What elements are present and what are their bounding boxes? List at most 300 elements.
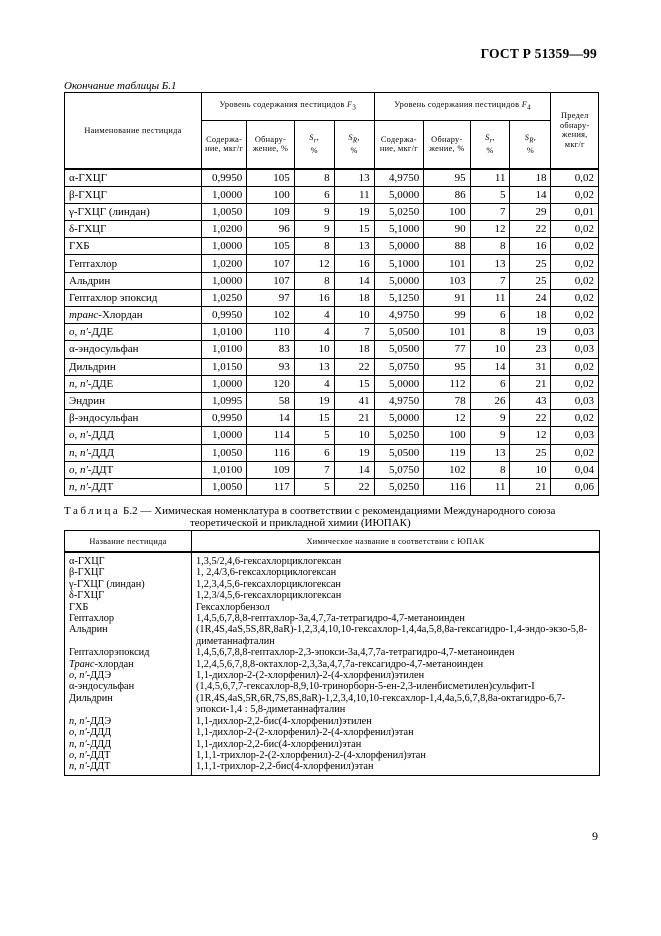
pesticide-name: α-ГХЦГ bbox=[69, 171, 108, 184]
row-name-cell bbox=[65, 659, 192, 670]
table-cell: 22 bbox=[334, 478, 374, 495]
table-cell: 22 bbox=[510, 410, 551, 427]
table-cell: 0,02 bbox=[551, 410, 599, 427]
table-row bbox=[65, 238, 599, 255]
table-cell: 11 bbox=[334, 186, 374, 203]
sub-sr-f4: $S_r$, % bbox=[470, 121, 510, 169]
table-cell: 1,0200 bbox=[201, 255, 246, 272]
row-name-cell bbox=[65, 693, 192, 716]
table-cell: 43 bbox=[510, 392, 551, 409]
table-cell: 22 bbox=[334, 358, 374, 375]
table-cell: 11 bbox=[470, 169, 510, 187]
table-row bbox=[65, 341, 599, 358]
table-row bbox=[65, 590, 600, 601]
pesticide-name-suffix: -ДДЭ bbox=[86, 670, 112, 682]
pesticide-name-prefix: п, п' bbox=[69, 446, 88, 459]
table-cell: 114 bbox=[247, 427, 294, 444]
table-cell: 16 bbox=[510, 238, 551, 255]
table-cell: 9 bbox=[294, 221, 334, 238]
row-name-cell bbox=[65, 579, 192, 590]
sub-content-f4: Содержа-ние, мкг/г bbox=[374, 121, 424, 169]
row-name-cell bbox=[65, 324, 202, 341]
table-cell: 4 bbox=[294, 324, 334, 341]
table-cell: 18 bbox=[510, 169, 551, 187]
table-row bbox=[65, 461, 599, 478]
pesticide-name-suffix: -ДДТ bbox=[87, 463, 114, 476]
table-cell: 16 bbox=[334, 255, 374, 272]
table-cell: 14 bbox=[510, 186, 551, 203]
table-cell: 13 bbox=[334, 238, 374, 255]
chemical-name-cell: 1,1-дихлор-2-(2-хлорфенил)-2-(4-хлорфенил)этан bbox=[192, 727, 600, 738]
sub-detect-f3: Обнару-жение, % bbox=[247, 121, 294, 169]
pesticide-name: δ-ГХЦГ bbox=[69, 590, 105, 602]
row-name-cell bbox=[65, 238, 202, 255]
table-row bbox=[65, 693, 600, 716]
pesticide-name: β-ГХЦГ bbox=[69, 188, 107, 201]
table-cell: 26 bbox=[470, 392, 510, 409]
row-name-cell bbox=[65, 169, 202, 187]
sub-sR-f4: $S_R$, % bbox=[510, 121, 551, 169]
table-cell: 100 bbox=[424, 427, 470, 444]
table-cell: 101 bbox=[424, 324, 470, 341]
table-cell: 1,0150 bbox=[201, 358, 246, 375]
table-cell: 1,0000 bbox=[201, 238, 246, 255]
row-name-cell bbox=[65, 761, 192, 775]
pesticide-name-suffix: -ДДТ bbox=[86, 749, 111, 761]
pesticide-name-prefix: п, п' bbox=[69, 480, 88, 493]
pesticide-name: α-эндосульфан bbox=[69, 343, 139, 356]
table-cell: 8 bbox=[470, 238, 510, 255]
table-cell: 5,0750 bbox=[374, 358, 424, 375]
table-cell: 5,0250 bbox=[374, 427, 424, 444]
table-cell: 18 bbox=[334, 341, 374, 358]
row-name-cell bbox=[65, 478, 202, 495]
row-name-cell bbox=[65, 255, 202, 272]
table-cell: 91 bbox=[424, 289, 470, 306]
table-cell: 23 bbox=[510, 341, 551, 358]
table-cell: 7 bbox=[294, 461, 334, 478]
sub-sr-f3: $S_r$, % bbox=[294, 121, 334, 169]
table-cell: 119 bbox=[424, 444, 470, 461]
table-cell: 5,0000 bbox=[374, 272, 424, 289]
pesticide-name-prefix: п, п' bbox=[69, 377, 88, 390]
table-cell: 109 bbox=[247, 203, 294, 220]
chemical-name-cell: 1,4,5,6,7,8,8-гептахлор-2,3-эпокси-3а,4,7,7а-тетрагидро-4,7-метаноинден bbox=[192, 647, 600, 658]
pesticide-name: β-эндосульфан bbox=[69, 412, 139, 425]
table-cell: 0,03 bbox=[551, 341, 599, 358]
row-name-cell bbox=[65, 716, 192, 727]
table-cell: 0,9950 bbox=[201, 307, 246, 324]
table-row bbox=[65, 444, 599, 461]
pesticide-name-suffix: -ДДТ bbox=[86, 761, 111, 773]
table2-number: Б.2 bbox=[123, 505, 138, 517]
table-row bbox=[65, 255, 599, 272]
table-cell: 5 bbox=[470, 186, 510, 203]
table-row bbox=[65, 579, 600, 590]
pesticide-name-suffix: -ДДД bbox=[87, 429, 115, 442]
table-cell: 14 bbox=[334, 461, 374, 478]
table-row bbox=[65, 739, 600, 750]
table-cell: 120 bbox=[247, 375, 294, 392]
table-cell: 4,9750 bbox=[374, 169, 424, 187]
table-cell: 0,9950 bbox=[201, 410, 246, 427]
f3-label: Уровень содержания пестицидов $F_3$ bbox=[219, 99, 357, 112]
table-cell: 1,0050 bbox=[201, 203, 246, 220]
row-name-cell bbox=[65, 392, 202, 409]
row-name-cell bbox=[65, 552, 192, 567]
table-cell: 0,06 bbox=[551, 478, 599, 495]
table-cell: 13 bbox=[470, 255, 510, 272]
table-cell: 6 bbox=[470, 307, 510, 324]
table-cell: 14 bbox=[334, 272, 374, 289]
table-cell: 5,1000 bbox=[374, 255, 424, 272]
table-cell: 1,0000 bbox=[201, 186, 246, 203]
table-row bbox=[65, 324, 599, 341]
pesticide-name-suffix: -ДДД bbox=[86, 727, 112, 739]
row-name-cell bbox=[65, 727, 192, 738]
table-cell: 18 bbox=[510, 307, 551, 324]
table-cell: 58 bbox=[247, 392, 294, 409]
row-name-cell bbox=[65, 590, 192, 601]
table-cell: 1,0100 bbox=[201, 341, 246, 358]
table-row bbox=[65, 203, 599, 220]
table-cell: 102 bbox=[247, 307, 294, 324]
row-name-cell bbox=[65, 670, 192, 681]
table-cell: 15 bbox=[334, 375, 374, 392]
table-cell: 78 bbox=[424, 392, 470, 409]
table-row bbox=[65, 375, 599, 392]
row-name-cell bbox=[65, 410, 202, 427]
table-cell: 0,03 bbox=[551, 324, 599, 341]
table-cell: 9 bbox=[294, 203, 334, 220]
table-cell: 112 bbox=[424, 375, 470, 392]
table-cell: 77 bbox=[424, 341, 470, 358]
table-cell: 6 bbox=[294, 186, 334, 203]
pesticide-name-prefix: п, п' bbox=[69, 761, 87, 773]
sub-sR-f3: $S_R$, % bbox=[334, 121, 374, 169]
pesticide-name: γ-ГХЦГ (линдан) bbox=[69, 205, 150, 218]
table-cell: 9 bbox=[470, 427, 510, 444]
table-cell: 100 bbox=[247, 186, 294, 203]
table-cell: 9 bbox=[470, 410, 510, 427]
table-cell: 12 bbox=[470, 221, 510, 238]
row-name-cell bbox=[65, 624, 192, 647]
table-cell: 5 bbox=[294, 427, 334, 444]
chemical-name-cell: 1,1-дихлор-2,2-бис(4-хлорфенил)этан bbox=[192, 739, 600, 750]
pesticide-name-prefix: о, п' bbox=[69, 463, 88, 476]
row-name-cell bbox=[65, 427, 202, 444]
table-cell: 29 bbox=[510, 203, 551, 220]
table-cell: 19 bbox=[294, 392, 334, 409]
table-cell: 7 bbox=[470, 203, 510, 220]
table-cell: 13 bbox=[334, 169, 374, 187]
table-cell: 5,0000 bbox=[374, 410, 424, 427]
pesticide-name-suffix: -ДДД bbox=[87, 446, 115, 459]
table-row bbox=[65, 307, 599, 324]
table-b1 bbox=[64, 92, 599, 496]
table-cell: 10 bbox=[470, 341, 510, 358]
table-cell: 116 bbox=[247, 444, 294, 461]
chemical-name-cell: 1, 2,4/3,6-гексахлорциклогексан bbox=[192, 567, 600, 578]
f4-label: Уровень содержания пестицидов $F_4$ bbox=[394, 99, 531, 112]
table-cell: 5,0000 bbox=[374, 375, 424, 392]
table-cell: 5,0000 bbox=[374, 238, 424, 255]
table-cell: 21 bbox=[510, 478, 551, 495]
pesticide-name: Эндрин bbox=[69, 395, 106, 408]
table-cell: 5,0250 bbox=[374, 203, 424, 220]
pesticide-name: β-ГХЦГ bbox=[69, 567, 105, 579]
table2-caption bbox=[64, 505, 604, 529]
pesticide-name-suffix: -ДДТ bbox=[87, 480, 114, 493]
row-name-cell bbox=[65, 307, 202, 324]
row-name-cell bbox=[65, 203, 202, 220]
pesticide-name: ГХБ bbox=[69, 240, 90, 253]
table2-title-2: теоретической и прикладной химии (ИЮПАК) bbox=[190, 517, 411, 529]
table-cell: 1,0200 bbox=[201, 221, 246, 238]
col-header-name: Наименование пестицида bbox=[65, 93, 202, 169]
row-name-cell bbox=[65, 186, 202, 203]
table-cell: 116 bbox=[424, 478, 470, 495]
table-row bbox=[65, 716, 600, 727]
table-cell: 13 bbox=[470, 444, 510, 461]
table1-caption: Окончание таблицы Б.1 bbox=[64, 80, 177, 92]
table-cell: 15 bbox=[294, 410, 334, 427]
pesticide-name-suffix: -ДДД bbox=[86, 738, 112, 750]
table-cell: 96 bbox=[247, 221, 294, 238]
table-cell: 95 bbox=[424, 169, 470, 187]
table-cell: 1,0100 bbox=[201, 324, 246, 341]
pesticide-name-prefix: Транс bbox=[69, 658, 95, 670]
table-row bbox=[65, 727, 600, 738]
row-name-cell bbox=[65, 444, 202, 461]
table-cell: 10 bbox=[334, 307, 374, 324]
table-cell: 107 bbox=[247, 272, 294, 289]
pesticide-name: α-ГХЦГ bbox=[69, 556, 105, 567]
table-cell: 5,0500 bbox=[374, 444, 424, 461]
table-row bbox=[65, 670, 600, 681]
table-cell: 0,03 bbox=[551, 427, 599, 444]
table-cell: 24 bbox=[510, 289, 551, 306]
table-cell: 25 bbox=[510, 444, 551, 461]
table-cell: 117 bbox=[247, 478, 294, 495]
chemical-name-cell: 1,1,1-трихлор-2,2-бис(4-хлорфенил)этан bbox=[192, 761, 600, 775]
table-cell: 0,02 bbox=[551, 255, 599, 272]
table-cell: 5,1000 bbox=[374, 221, 424, 238]
chemical-name-cell: 1,2,3/4,5,6-гексахлорциклогексан bbox=[192, 590, 600, 601]
table-cell: 25 bbox=[510, 272, 551, 289]
chemical-name-cell: (1R,4S,4aS,5R,6R,7S,8S,8aR)-1,2,3,4,10,10-гексахлор-1,4,4а,5,6,7,8,8а-октагидро-6,7-эпокси-1,4 : 5,8-диметаннафталин bbox=[192, 693, 600, 716]
table-row bbox=[65, 221, 599, 238]
table-cell: 1,0995 bbox=[201, 392, 246, 409]
table-cell: 8 bbox=[294, 169, 334, 187]
table-cell: 19 bbox=[334, 203, 374, 220]
table-cell: 101 bbox=[424, 255, 470, 272]
row-name-cell bbox=[65, 221, 202, 238]
table-cell: 86 bbox=[424, 186, 470, 203]
pesticide-name-prefix: о, п' bbox=[69, 727, 87, 739]
table-cell: 0,02 bbox=[551, 169, 599, 187]
table-b2 bbox=[64, 530, 600, 776]
table-cell: 1,0050 bbox=[201, 478, 246, 495]
sub-content-f3: Содержа-ние, мкг/г bbox=[201, 121, 246, 169]
pesticide-name-prefix: о, п' bbox=[69, 749, 87, 761]
pesticide-name-prefix: п, п' bbox=[69, 715, 87, 727]
pesticide-name: Альдрин bbox=[69, 624, 108, 636]
table-cell: 15 bbox=[334, 221, 374, 238]
table-cell: 12 bbox=[510, 427, 551, 444]
sub-detect-f4: Обнару-жение, % bbox=[424, 121, 470, 169]
table-row bbox=[65, 478, 599, 495]
table-cell: 97 bbox=[247, 289, 294, 306]
table-cell: 110 bbox=[247, 324, 294, 341]
row-name-cell bbox=[65, 602, 192, 613]
page-number: 9 bbox=[592, 829, 598, 843]
table-row bbox=[65, 169, 599, 187]
row-name-cell bbox=[65, 647, 192, 658]
table-row bbox=[65, 289, 599, 306]
pesticide-name-prefix: транс bbox=[69, 309, 99, 322]
table-cell: 16 bbox=[294, 289, 334, 306]
table-row bbox=[65, 358, 599, 375]
table-row bbox=[65, 427, 599, 444]
table-cell: 0,02 bbox=[551, 238, 599, 255]
table-row bbox=[65, 613, 600, 624]
table-cell: 12 bbox=[294, 255, 334, 272]
pesticide-name-suffix: -ДДЕ bbox=[87, 326, 114, 339]
table-row bbox=[65, 552, 600, 567]
row-name-cell bbox=[65, 567, 192, 578]
table-cell: 0,02 bbox=[551, 375, 599, 392]
table-cell: 103 bbox=[424, 272, 470, 289]
pesticide-name: γ-ГХЦГ (линдан) bbox=[69, 578, 145, 590]
pesticide-name: Гептахлор эпоксид bbox=[69, 291, 158, 304]
table-cell: 105 bbox=[247, 238, 294, 255]
table-cell: 107 bbox=[247, 255, 294, 272]
table-cell: 83 bbox=[247, 341, 294, 358]
table-cell: 1,0100 bbox=[201, 461, 246, 478]
table-cell: 8 bbox=[294, 238, 334, 255]
row-name-cell bbox=[65, 681, 192, 692]
table-cell: 8 bbox=[470, 461, 510, 478]
chemical-name-cell: (1R,4S,4aS,5S,8R,8aR)-1,2,3,4,10,10-гексахлор-1,4,4a,5,8,8a-гексагидро-1,4-эндо-экзо-5,8-диметаннафталин bbox=[192, 624, 600, 647]
table-cell: 8 bbox=[470, 324, 510, 341]
table-cell: 10 bbox=[334, 427, 374, 444]
table-row bbox=[65, 186, 599, 203]
table-row bbox=[65, 659, 600, 670]
table-cell: 14 bbox=[470, 358, 510, 375]
pesticide-name-prefix: о, п' bbox=[69, 670, 87, 682]
table-row bbox=[65, 410, 599, 427]
table-cell: 4,9750 bbox=[374, 307, 424, 324]
chemical-name-cell: 1,2,4,5,6,7,8,8-октахлор-2,3,3а,4,7,7а-гексагидро-4,7-метаноинден bbox=[192, 659, 600, 670]
table-cell: 41 bbox=[334, 392, 374, 409]
table-row bbox=[65, 624, 600, 647]
table-cell: 0,02 bbox=[551, 186, 599, 203]
chemical-name-cell: 1,1-дихлор-2,2-бис(4-хлорфенил)этилен bbox=[192, 716, 600, 727]
pesticide-name: ГХБ bbox=[69, 601, 89, 613]
table-cell: 21 bbox=[334, 410, 374, 427]
table-cell: 0,02 bbox=[551, 358, 599, 375]
pesticide-name-suffix: -ДДЕ bbox=[87, 377, 114, 390]
table-cell: 90 bbox=[424, 221, 470, 238]
table-row bbox=[65, 567, 600, 578]
table-cell: 0,04 bbox=[551, 461, 599, 478]
table-cell: 88 bbox=[424, 238, 470, 255]
table-cell: 0,02 bbox=[551, 444, 599, 461]
table-cell: 0,02 bbox=[551, 307, 599, 324]
table-cell: 14 bbox=[247, 410, 294, 427]
t2-col-header-name: Название пестицида bbox=[65, 531, 192, 553]
row-name-cell bbox=[65, 272, 202, 289]
table-cell: 1,0050 bbox=[201, 444, 246, 461]
table-row bbox=[65, 272, 599, 289]
table-cell: 0,01 bbox=[551, 203, 599, 220]
table-cell: 22 bbox=[510, 221, 551, 238]
table-cell: 10 bbox=[294, 341, 334, 358]
table-cell: 5,0000 bbox=[374, 186, 424, 203]
table-row bbox=[65, 647, 600, 658]
table-cell: 4 bbox=[294, 307, 334, 324]
table-cell: 5,0500 bbox=[374, 341, 424, 358]
table-cell: 109 bbox=[247, 461, 294, 478]
row-name-cell bbox=[65, 613, 192, 624]
pesticide-name-suffix: -хлордан bbox=[94, 658, 134, 670]
table-cell: 0,02 bbox=[551, 289, 599, 306]
table-cell: 12 bbox=[424, 410, 470, 427]
table-cell: 19 bbox=[510, 324, 551, 341]
row-name-cell bbox=[65, 358, 202, 375]
table2-title-1: — Химическая номенклатура в соответствии с рекомендациями Международного союза bbox=[137, 505, 556, 517]
table-cell: 105 bbox=[247, 169, 294, 187]
row-name-cell bbox=[65, 375, 202, 392]
table-cell: 7 bbox=[470, 272, 510, 289]
table-cell: 99 bbox=[424, 307, 470, 324]
table-cell: 13 bbox=[294, 358, 334, 375]
table-row bbox=[65, 750, 600, 761]
table-row bbox=[65, 681, 600, 692]
pesticide-name: δ-ГХЦГ bbox=[69, 223, 107, 236]
table-cell: 11 bbox=[470, 289, 510, 306]
row-name-cell bbox=[65, 461, 202, 478]
pesticide-name: Дильдрин bbox=[69, 360, 116, 373]
pesticide-name-suffix: -Хлордан bbox=[98, 309, 143, 322]
table-cell: 5,0250 bbox=[374, 478, 424, 495]
pesticide-name: Гептахлор bbox=[69, 257, 118, 270]
table-cell: 1,0000 bbox=[201, 375, 246, 392]
table-cell: 8 bbox=[294, 272, 334, 289]
pesticide-name: Альдрин bbox=[69, 274, 111, 287]
table-row bbox=[65, 602, 600, 613]
table-row bbox=[65, 761, 600, 775]
table-cell: 5,0750 bbox=[374, 461, 424, 478]
table-cell: 5,0500 bbox=[374, 324, 424, 341]
chemical-name-cell: 1,2,3,4,5,6-гексахлорциклогексан bbox=[192, 579, 600, 590]
table-cell: 95 bbox=[424, 358, 470, 375]
pesticide-name-prefix: п, п' bbox=[69, 738, 87, 750]
table-cell: 21 bbox=[510, 375, 551, 392]
table-cell: 4,9750 bbox=[374, 392, 424, 409]
pesticide-name: Гептахлор bbox=[69, 613, 115, 625]
table-cell: 19 bbox=[334, 444, 374, 461]
table-cell: 0,02 bbox=[551, 221, 599, 238]
pesticide-name-prefix: о, п' bbox=[69, 326, 88, 339]
table-cell: 5 bbox=[294, 478, 334, 495]
table-cell: 0,02 bbox=[551, 272, 599, 289]
chemical-name-cell: 1,1,1-трихлор-2-(2-хлорфенил)-2-(4-хлорфенил)этан bbox=[192, 750, 600, 761]
table-cell: 1,0000 bbox=[201, 427, 246, 444]
pesticide-name: Гептахлорэпоксид bbox=[69, 647, 150, 659]
t2-col-header-chem: Химическое название в соответствии с ЮПАК bbox=[192, 531, 600, 553]
